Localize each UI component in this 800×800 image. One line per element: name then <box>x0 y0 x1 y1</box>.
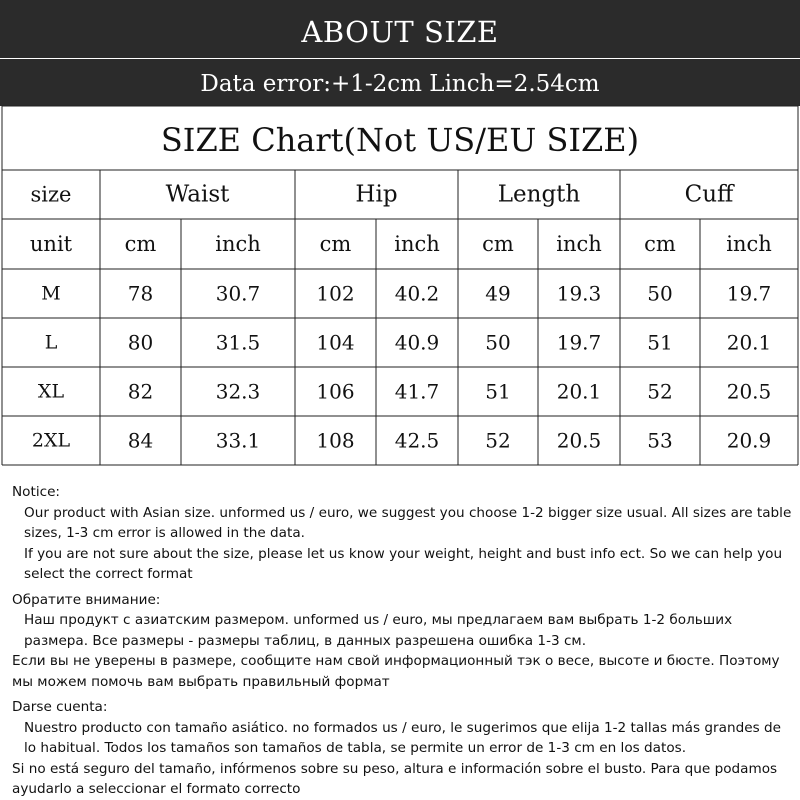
value-cell: 108 <box>316 428 355 453</box>
value-cell: 41.7 <box>394 379 440 404</box>
header-title: ABOUT SIZE <box>0 0 800 58</box>
group-header-length: Length <box>497 181 581 208</box>
unit-inch: inch <box>726 232 772 256</box>
value-cell: 40.9 <box>394 330 440 355</box>
unit-cm: cm <box>319 232 352 256</box>
value-cell: 80 <box>127 330 154 355</box>
notice-text-en-1: Our product with Asian size. unformed us / euro, we suggest you choose 1-2 bigger size usual. All sizes are table sizes, 1-3 cm error is allowed in the data. <box>24 504 792 541</box>
value-cell: 51 <box>485 379 511 404</box>
size-header: size <box>30 182 72 207</box>
notice-text-es-1: Nuestro producto con tamaño asiático. no formados us / euro, le sugerimos que elija 1-2 tallas más grandes de lo habitual. Todos los tamaños son tamaños de tabla, se permite un error de 1-3 cm en los datos. <box>24 719 781 756</box>
unit-inch: inch <box>215 232 261 256</box>
table-title: SIZE Chart(Not US/EU SIZE) <box>160 121 640 159</box>
value-cell: 52 <box>647 379 673 404</box>
value-cell: 82 <box>127 379 154 404</box>
group-header-cuff: Cuff <box>684 181 734 208</box>
value-cell: 20.1 <box>556 379 602 404</box>
value-cell: 78 <box>127 281 154 306</box>
group-header-waist: Waist <box>165 181 230 208</box>
unit-inch: inch <box>556 232 602 256</box>
notice-text-ru-2: Если вы не уверены в размере, сообщите нам свой информационный тэк о весе, высоте и бюсте. Поэтому мы можем помочь вам выбрать правильный формат <box>12 653 780 690</box>
value-cell: 19.3 <box>556 281 602 306</box>
value-cell: 20.5 <box>726 379 772 404</box>
value-cell: 20.9 <box>726 428 772 453</box>
size-cell: 2XL <box>31 429 71 452</box>
value-cell: 102 <box>316 281 355 306</box>
value-cell: 31.5 <box>215 330 261 355</box>
value-cell: 32.3 <box>215 379 261 404</box>
header-subtitle: Data error:+1-2cm Linch=2.54cm <box>0 59 800 106</box>
value-cell: 50 <box>485 330 511 355</box>
notice-text-ru-1: Наш продукт с азиатским размером. unformed us / euro, мы предлагаем вам выбрать 1-2 больших размера. Все размеры - размеры таблиц, в данных разрешена ошибка 1-3 см. <box>24 612 733 649</box>
value-cell: 19.7 <box>556 330 602 355</box>
notice-heading-ru: Обратите внимание: <box>12 591 161 608</box>
value-cell: 51 <box>647 330 673 355</box>
value-cell: 52 <box>485 428 511 453</box>
unit-header: unit <box>29 232 73 256</box>
size-cell: XL <box>37 380 65 403</box>
value-cell: 20.5 <box>556 428 602 453</box>
notice-heading-en: Notice: <box>12 484 61 500</box>
value-cell: 42.5 <box>394 428 440 453</box>
value-cell: 49 <box>485 281 511 306</box>
notice-text-es-2: Si no está seguro del tamaño, infórmenos sobre su peso, altura e información sobre el busto. Para que podamos ayudarlo a seleccionar el formato correcto <box>12 760 778 797</box>
value-cell: 104 <box>316 330 355 355</box>
value-cell: 53 <box>647 428 673 453</box>
unit-inch: inch <box>394 232 440 256</box>
value-cell: 20.1 <box>726 330 772 355</box>
unit-cm: cm <box>644 232 676 256</box>
value-cell: 106 <box>316 379 355 404</box>
value-cell: 84 <box>127 428 154 453</box>
unit-cm: cm <box>124 232 157 256</box>
value-cell: 30.7 <box>215 281 261 306</box>
value-cell: 33.1 <box>215 428 261 453</box>
notice-text-en-2: If you are not sure about the size, please let us know your weight, height and bust info ect. So we can help you select the correct format <box>24 545 783 582</box>
value-cell: 50 <box>647 281 673 306</box>
unit-cm: cm <box>482 232 514 256</box>
size-cell: M <box>41 282 61 305</box>
notice-heading-es: Darse cuenta: <box>12 699 108 715</box>
size-cell: L <box>44 331 58 354</box>
notice-section <box>12 482 796 800</box>
value-cell: 40.2 <box>394 281 440 306</box>
group-header-hip: Hip <box>355 181 398 208</box>
value-cell: 19.7 <box>726 281 772 306</box>
